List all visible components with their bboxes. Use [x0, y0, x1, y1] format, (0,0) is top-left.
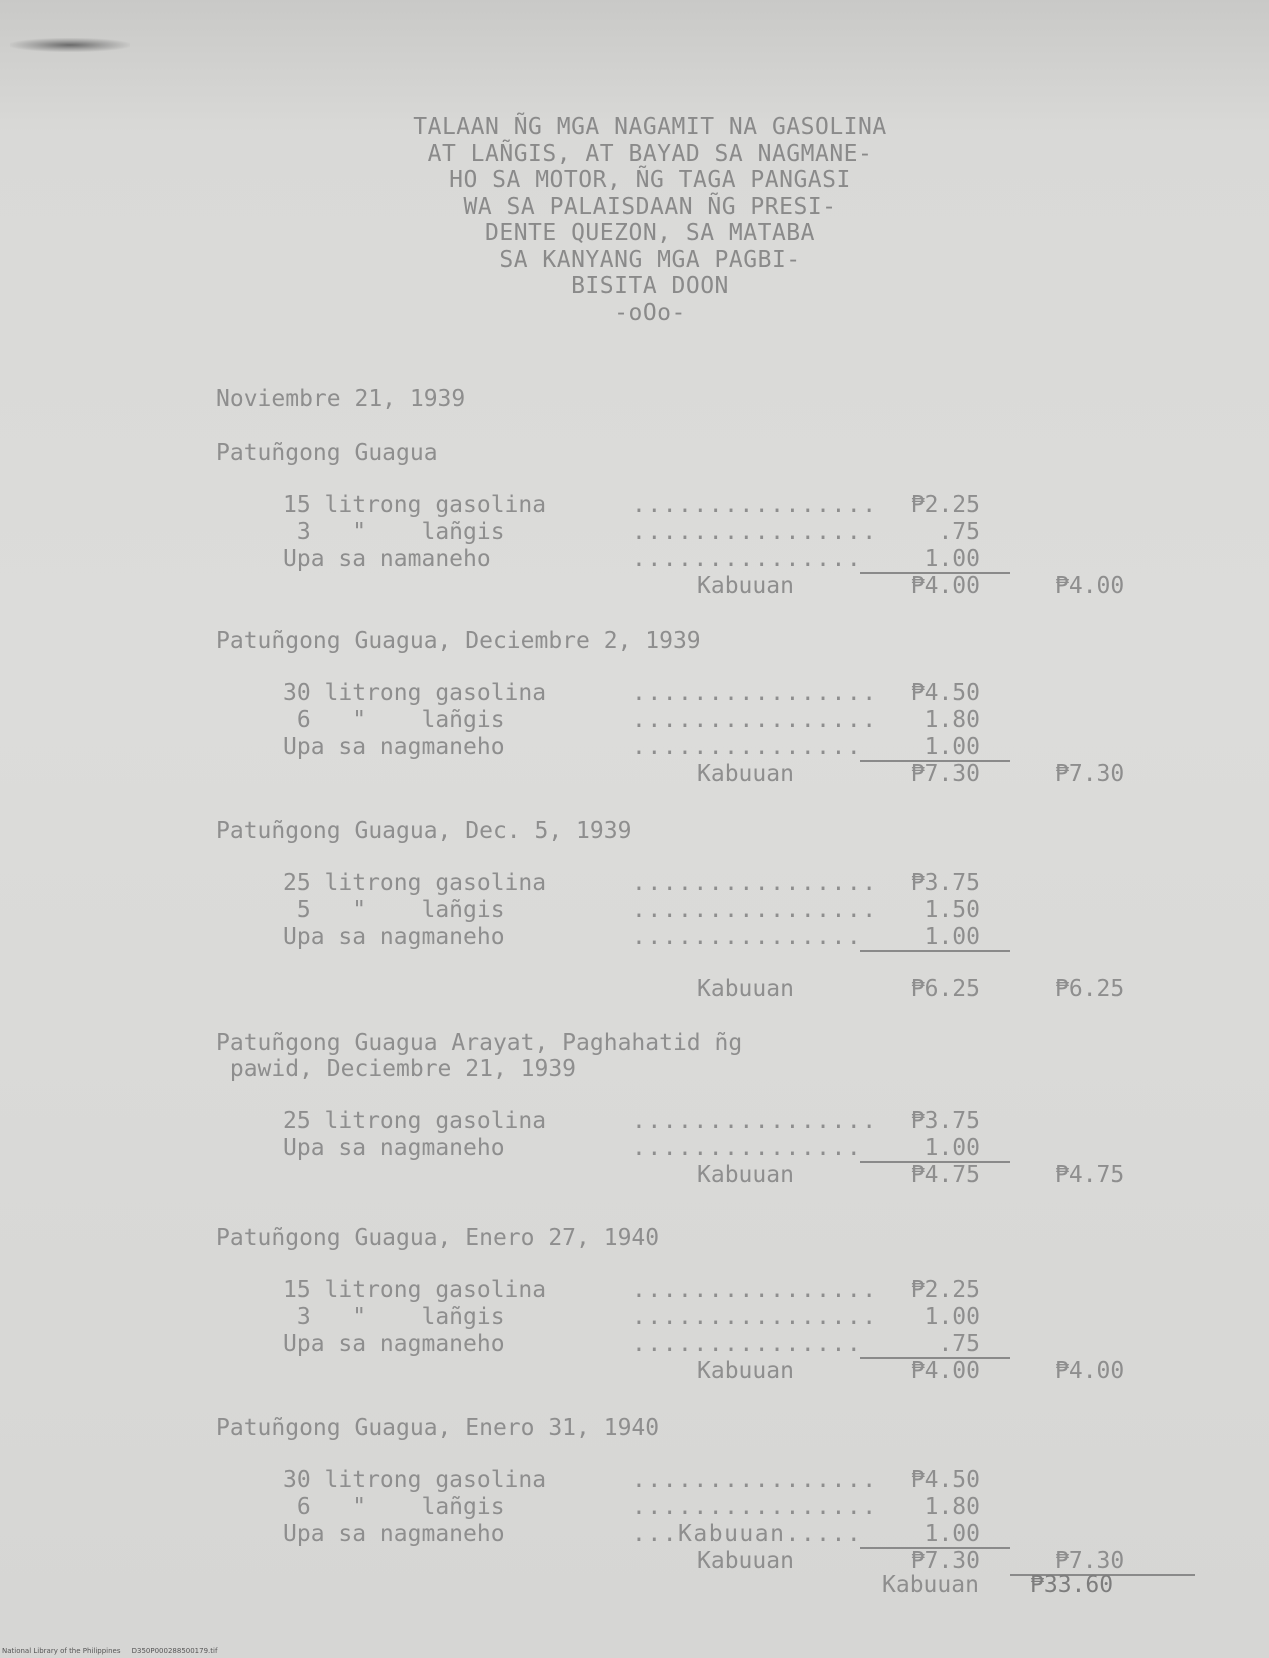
item-label: Upa sa nagmaneho: [283, 1135, 505, 1161]
total-label: Kabuuan: [697, 1358, 794, 1384]
item-leader-dots: ................: [632, 1304, 878, 1330]
item-leader-dots: ...............: [632, 734, 863, 760]
carried-total: ₱7.30: [1055, 761, 1125, 787]
document-title: [300, 114, 1000, 326]
carried-total: ₱7.30: [1055, 1548, 1125, 1574]
title-line: DENTE QUEZON, SA MATABA: [485, 220, 815, 246]
item-leader-dots: ................: [632, 1108, 878, 1134]
item-amount: 1.00: [924, 1521, 980, 1547]
carried-total: ₱6.25: [1055, 976, 1125, 1002]
item-label: 15 litrong gasolina: [283, 1277, 547, 1303]
item-amount: 1.00: [924, 1135, 980, 1161]
item-amount: 1.00: [924, 924, 980, 950]
item-label: Upa sa nagmaneho: [283, 924, 505, 950]
item-leader-dots: ................: [632, 870, 878, 896]
entry-heading: Patuñgong Guagua, Dec. 5, 1939: [216, 818, 632, 844]
total-label: Kabuuan: [697, 1548, 794, 1574]
entry-total: ₱6.25: [910, 976, 980, 1002]
item-amount: 1.00: [924, 546, 980, 572]
subtotal-rule: [860, 950, 1010, 952]
item-leader-dots: ................: [632, 492, 878, 518]
total-label: Kabuuan: [697, 976, 794, 1002]
carried-total: ₱4.00: [1055, 1358, 1125, 1384]
item-leader-dots: ................: [632, 1467, 878, 1493]
item-amount: 1.50: [924, 897, 980, 923]
item-amount: 1.00: [924, 734, 980, 760]
carried-total: ₱4.75: [1055, 1162, 1125, 1188]
entry-heading: Patuñgong Guagua: [216, 440, 438, 466]
first-date: Noviembre 21, 1939: [216, 386, 466, 412]
item-label: Upa sa nagmaneho: [283, 734, 505, 760]
item-leader-dots: ...............: [632, 1331, 863, 1357]
item-leader-dots: ................: [632, 707, 878, 733]
title-line: AT LAÑGIS, AT BAYAD SA NAGMANE-: [427, 140, 873, 167]
item-label: 25 litrong gasolina: [283, 1108, 547, 1134]
entry-total: ₱4.00: [910, 1358, 980, 1384]
item-label: 5 " lañgis: [283, 897, 505, 923]
entry-total: ₱4.00: [910, 573, 980, 599]
item-label: 3 " lañgis: [283, 1304, 505, 1330]
grand-total: ₱33.60: [1030, 1572, 1114, 1598]
item-amount: ₱2.25: [910, 1277, 980, 1303]
item-amount: 1.80: [924, 1494, 980, 1520]
archive-footer: National Library of the Philippines D350P000288500179.tif: [2, 1647, 218, 1655]
title-line: TALAAN ÑG MGA NAGAMIT NA GASOLINA: [413, 114, 887, 140]
item-label: Upa sa nagmaneho: [283, 1521, 505, 1547]
total-label: Kabuuan: [697, 573, 794, 599]
item-amount: 1.00: [924, 1304, 980, 1330]
entry-total: ₱7.30: [910, 761, 980, 787]
item-amount: .75: [938, 1331, 980, 1357]
item-label: 3 " lañgis: [283, 519, 505, 545]
ink-smudge: [10, 38, 130, 52]
entry-total: ₱4.75: [910, 1162, 980, 1188]
entry-heading: Patuñgong Guagua, Deciembre 2, 1939: [216, 628, 701, 654]
item-label: 30 litrong gasolina: [283, 680, 547, 706]
item-leader-dots: ...Kabuuan.....: [632, 1521, 863, 1547]
item-leader-dots: ................: [632, 897, 878, 923]
entry-heading: Patuñgong Guagua, Enero 31, 1940: [216, 1415, 660, 1441]
item-amount: 1.80: [924, 707, 980, 733]
title-line: BISITA DOON: [571, 273, 729, 299]
title-line: -oOo-: [614, 299, 686, 326]
item-label: 6 " lañgis: [283, 1494, 505, 1520]
item-leader-dots: ...............: [632, 924, 863, 950]
item-amount: ₱3.75: [910, 870, 980, 896]
item-label: 25 litrong gasolina: [283, 870, 547, 896]
item-label: 30 litrong gasolina: [283, 1467, 547, 1493]
item-amount: .75: [938, 519, 980, 545]
title-line: SA KANYANG MGA PAGBI-: [499, 246, 801, 273]
item-leader-dots: ................: [632, 1494, 878, 1520]
item-leader-dots: ...............: [632, 546, 863, 572]
grand-total-label: Kabuuan: [882, 1572, 979, 1598]
item-leader-dots: ................: [632, 1277, 878, 1303]
item-leader-dots: ...............: [632, 1135, 863, 1161]
item-amount: ₱4.50: [910, 1467, 980, 1493]
title-line: WA SA PALAISDAAN ÑG PRESI-: [463, 193, 837, 220]
item-label: Upa sa namaneho: [283, 546, 491, 572]
total-label: Kabuuan: [697, 1162, 794, 1188]
item-amount: ₱4.50: [910, 680, 980, 706]
entry-heading: Patuñgong Guagua Arayat, Paghahatid ñg: [216, 1030, 743, 1056]
total-label: Kabuuan: [697, 761, 794, 787]
carried-total: ₱4.00: [1055, 573, 1125, 599]
entry-total: ₱7.30: [910, 1548, 980, 1574]
item-amount: ₱2.25: [910, 492, 980, 518]
item-label: Upa sa nagmaneho: [283, 1331, 505, 1357]
title-line: HO SA MOTOR, ÑG TAGA PANGASI: [449, 167, 851, 193]
entry-heading-continued: pawid, Deciembre 21, 1939: [216, 1056, 577, 1082]
item-label: 6 " lañgis: [283, 707, 505, 733]
item-leader-dots: ................: [632, 680, 878, 706]
item-label: 15 litrong gasolina: [283, 492, 547, 518]
item-leader-dots: ................: [632, 519, 878, 545]
item-amount: ₱3.75: [910, 1108, 980, 1134]
entry-heading: Patuñgong Guagua, Enero 27, 1940: [216, 1225, 660, 1251]
